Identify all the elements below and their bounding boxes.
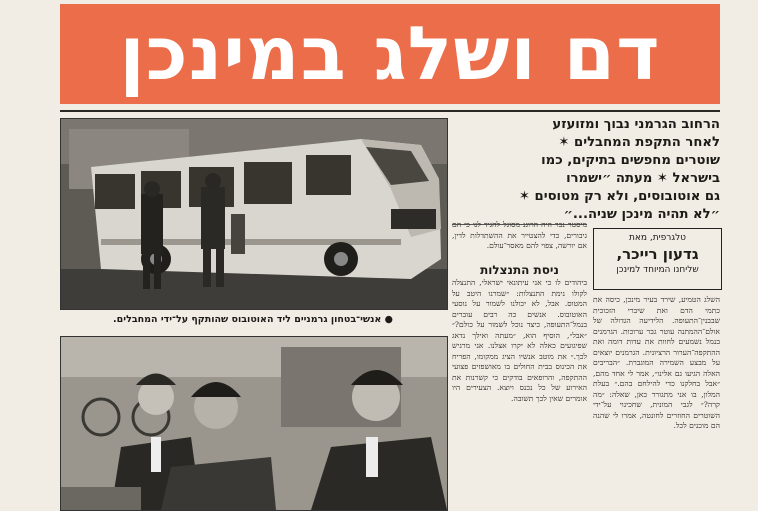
subheadline-line: שוטרים מחפשים בתיקים, כמו [541,153,720,168]
section-title: ניסת התנצלות [480,263,559,277]
subheadline [456,116,720,226]
article-paragraph: השלג הטמיע, שירד בעיר מינכן, כיסה את כתמי הדם ואת שיברי הזכוכית שבבנין־התעופה. הלידיעה הגדולה של אולם־ההמתנה עוטר גבר ערוכות. הגרמנים בנמל נשמעים לחוות את עדות דומה ואת ההתקפה־הערור הרציונית. הגרמנים יוצאים על מבצע השמירה המוגברת. ״הבריבים האלה הגיעו גם אלינו״, אמר לי אחד מהם, ״אבל בחלקנו כדי להילחם בהם.״ בעלת המלון, בו אני מתגורר כאן, שאלה: ״מה קרה?״ לגבי המונית, שחכינוי על־ידי השוטרים החוזרים לחונטה, אמרו לי שהנה הם מוכנים לכל. [593,295,720,430]
article-column-middle [452,278,587,509]
article-paragraph: ביהודים לו כי אני עיתונאי ישראלי, התנצלה לקולו נימת התנצלות: ״שמרנו היטב על המטוס. אבל, לא יכולנו לשמור על נוסעי האוטובוס. אנשים כה רבים עוברים בנמל־התעופה, כיצד נוכל לשמור על כולם?״ ״אבל״, הוסיף הוא, ״מעתה ואילך נדאג שפיגועים כאלה לא יקרו אצלנו. אני מרגיש לכך.״ את מוטב אנשיו הציג ממקומו, הפריח את הכינוס בבית החולים בו מאושפזים פצועי ההתקפה, והרופאים בודקים כי קשרנות את האירוע של כל נכנס ויוצא. הצעירים היו אומרים שאין לכך תשובה. [452,278,587,403]
article-paragraph: מיסטר נבר היה הרוגנ מסוגל להגיד לנו כי הם גיבורים, כדי להצטייר את ההשתדלות לדין, אם יורשה, צפוי להם מאסר־עולם. [452,220,587,250]
subheadline-line: הרחוב הגרמני נבוך ומזועזע [552,117,720,132]
people-illustration [61,337,447,510]
headline: דם ושלג במינכן [119,11,661,97]
byline-intro: טלגרפית, מאת [628,233,687,243]
bus-illustration [61,119,447,309]
subheadline-line: גם אוטובוסים, ולא רק מטוסים ✶ [518,189,720,204]
byline-box [593,228,722,290]
bus-photo [60,118,448,310]
subheadline-line: ״לא תהיה מינכן שניה...״ [563,207,720,222]
headline-rule [60,110,720,112]
byline-name: גדעון רייכר, [616,245,699,263]
byline-title: שליחנו המיוחד למינכן [616,265,699,275]
subheadline-line: בישראל ✶ מעתה ״ישמרו [566,171,720,186]
photo-caption: ● אנשי־בטחון גרמניים ליד האוטובוס שהותקף על־ידי המחבלים. [113,314,393,325]
security-photo [60,336,448,511]
article-column-right [593,295,720,509]
subheadline-line: לאחר התקפת המחבלים ✶ [558,135,720,150]
